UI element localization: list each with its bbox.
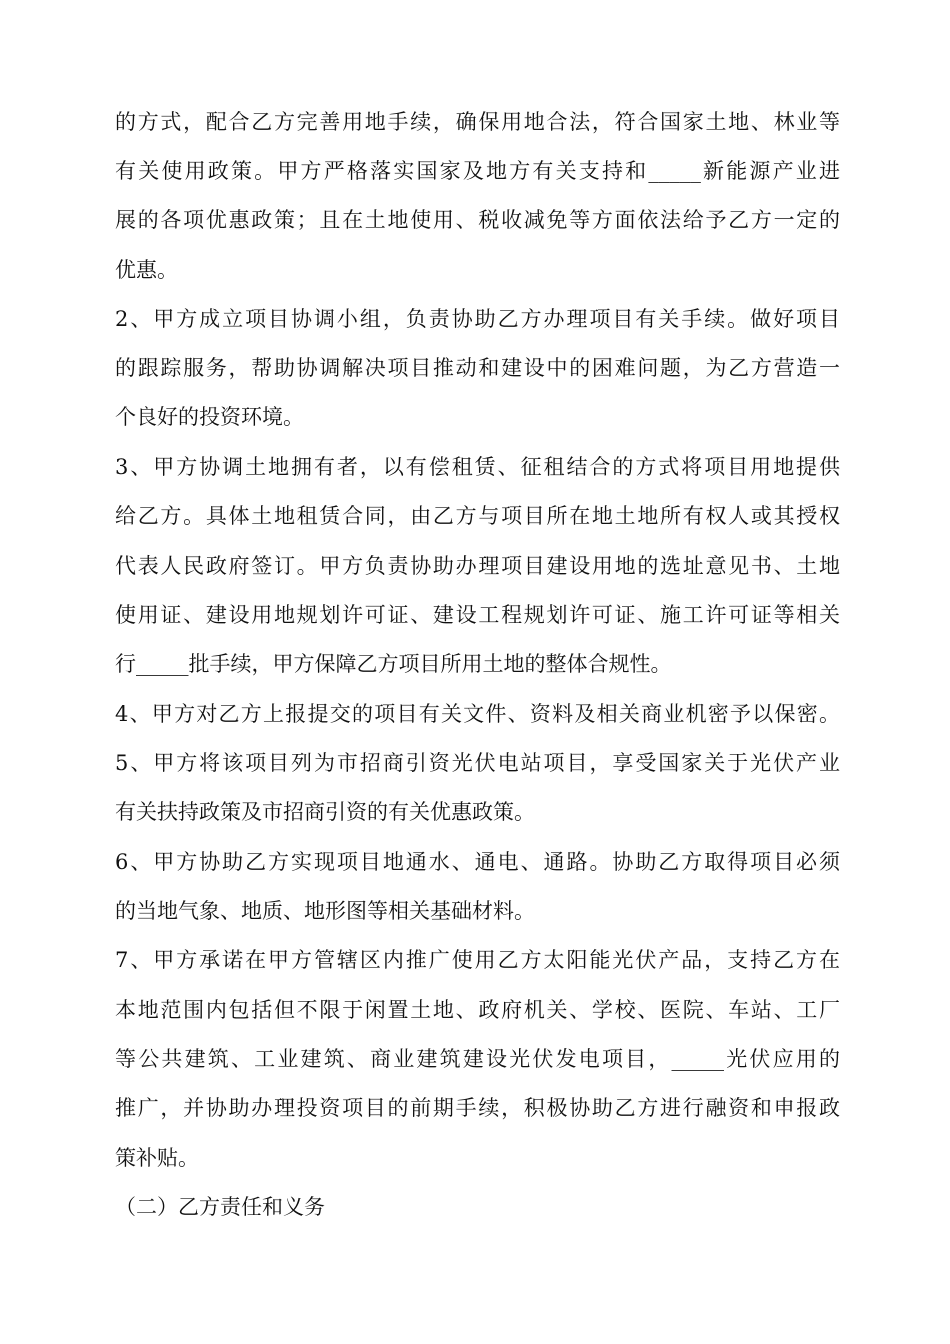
text-line: 个良好的投资环境。 [115,405,304,429]
text-line: 的当地气象、地质、地形图等相关基础材料。 [115,899,535,923]
text-line: 使用证、建设用地规划许可证、建设工程规划许可证、施工许可证等相关 [115,603,840,627]
text-line: 行_____批手续，甲方保障乙方项目所用土地的整体合规性。 [115,652,672,676]
text-line: 等公共建筑、工业建筑、商业建筑建设光伏发电项目，_____光伏应用的 [115,1047,840,1071]
text-line: 的方式，配合乙方完善用地手续，确保用地合法，符合国家土地、林业等 [115,110,840,134]
text-line: 策补贴。 [115,1146,199,1170]
text-line: 的跟踪服务，帮助协调解决项目推动和建设中的困难问题，为乙方营造一 [115,356,840,380]
text-line: 7、甲方承诺在甲方管辖区内推广使用乙方太阳能光伏产品，支持乙方在 [115,948,840,972]
text-line: 有关扶持政策及市招商引资的有关优惠政策。 [115,800,535,824]
text-line: 代表人民政府签订。甲方负责协助办理项目建设用地的选址意见书、土地 [115,554,840,578]
text-line: 4、甲方对乙方上报提交的项目有关文件、资料及相关商业机密予以保密。 [115,702,840,726]
section-heading: （二）乙方责任和义务 [115,1195,325,1219]
text-line: 5、甲方将该项目列为市招商引资光伏电站项目，享受国家关于光伏产业 [115,751,840,775]
text-line: 推广，并协助办理投资项目的前期手续，积极协助乙方进行融资和申报政 [115,1096,840,1120]
text-line: 给乙方。具体土地租赁合同，由乙方与项目所在地土地所有权人或其授权 [115,504,840,528]
text-line: 展的各项优惠政策；且在土地使用、税收减免等方面依法给予乙方一定的 [115,208,840,232]
text-line: 优惠。 [115,258,178,282]
text-line: 6、甲方协助乙方实现项目地通水、通电、通路。协助乙方取得项目必须 [115,850,840,874]
text-line: 3、甲方协调土地拥有者，以有偿租赁、征租结合的方式将项目用地提供 [115,455,840,479]
text-line: 本地范围内包括但不限于闲置土地、政府机关、学校、医院、车站、工厂 [115,998,840,1022]
text-line: 2、甲方成立项目协调小组，负责协助乙方办理项目有关手续。做好项目 [115,307,840,331]
text-line: 有关使用政策。甲方严格落实国家及地方有关支持和_____新能源产业进 [115,159,840,183]
